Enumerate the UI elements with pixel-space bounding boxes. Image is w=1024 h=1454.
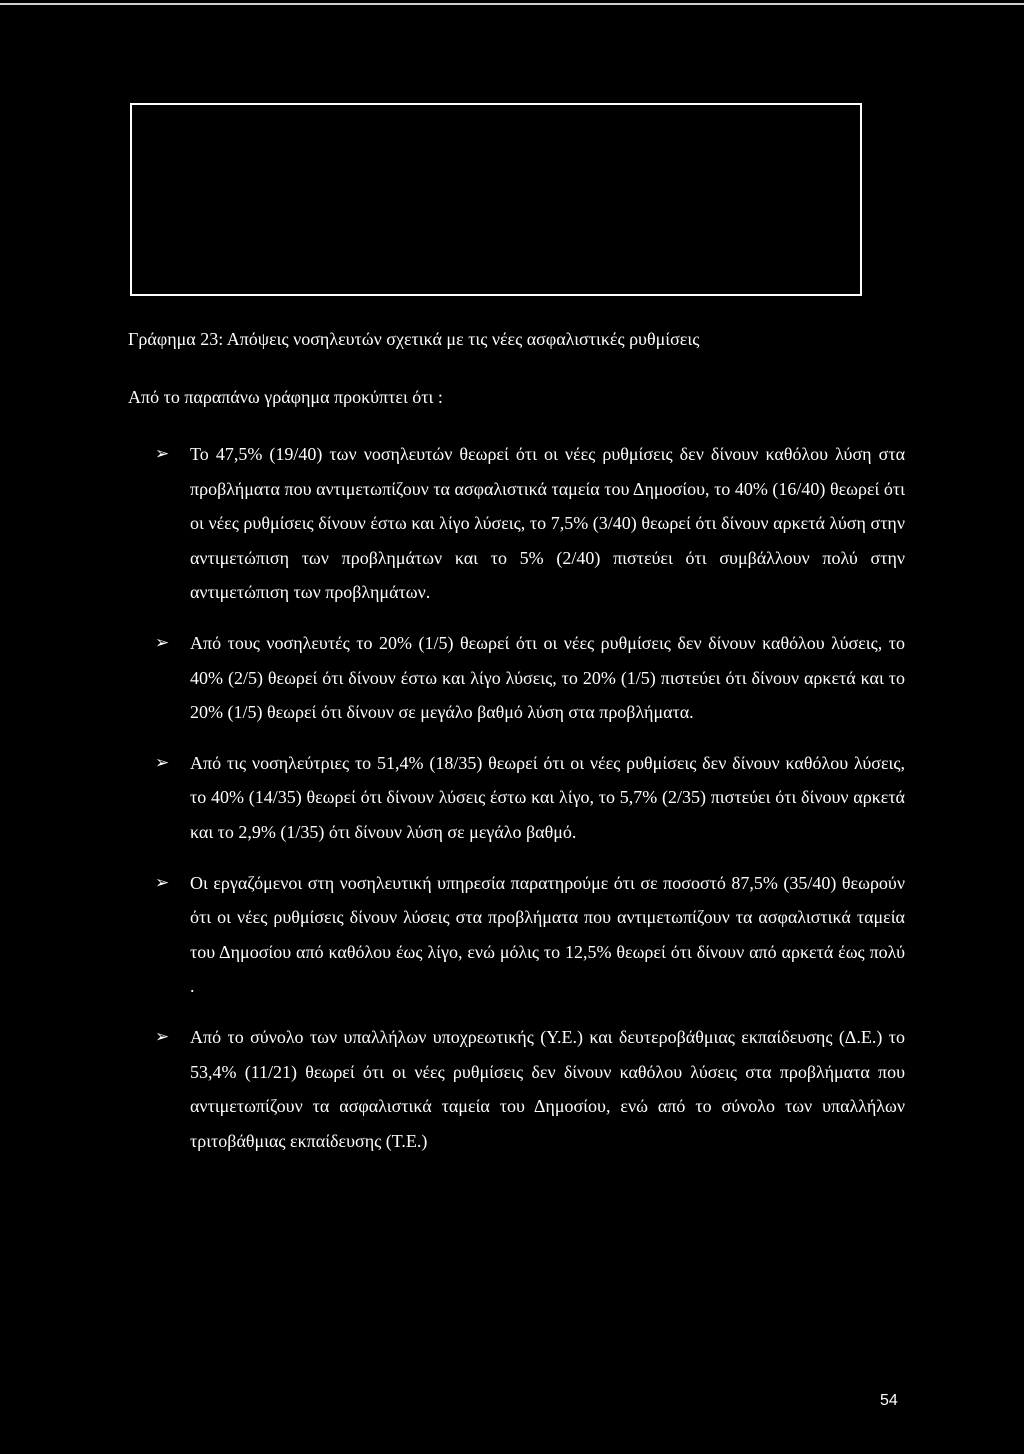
finding-text: Από τους νοσηλευτές το 20% (1/5) θεωρεί ότι οι νέες ρυθμίσεις δεν δίνουν καθόλου λύσεις, το 40% (2/5) θεωρεί ότι δίνουν έστω και λίγο λύσεις, το 20% (1/5) πιστεύει ότι δίνουν αρκετά και το 20% (1/5) θεωρεί ότι δίνουν σε μεγάλο βαθμό λύση στα προβλήματα. — [190, 632, 905, 723]
page-number: 54 — [880, 1392, 898, 1409]
finding-text: Από το σύνολο των υπαλλήλων υποχρεωτικής (Υ.Ε.) και δευτεροβάθμιας εκπαίδευσης (Δ.Ε.) το 53,4% (11/21) θεωρεί ότι οι νέες ρυθμίσεις δεν δίνουν καθόλου λύσεις στα προβλήματα που αντιμετωπίζουν τα ασφαλιστικά ταμεία του Δημοσίου, ενώ από το σύνολο των υπαλλήλων τριτοβάθμιας εκπαίδευσης (Τ.Ε.) — [190, 1026, 905, 1151]
finding-item — [155, 746, 905, 850]
finding-item — [155, 1020, 905, 1158]
finding-text: Από τις νοσηλεύτριες το 51,4% (18/35) θεωρεί ότι οι νέες ρυθμίσεις δεν δίνουν καθόλου λύσεις, το 40% (14/35) θεωρεί ότι δίνουν λύσεις έστω και λίγο, το 5,7% (2/35) πιστεύει ότι δίνουν αρκετά και το 2,9% (1/35) ότι δίνουν λύση σε μεγάλο βαθμό. — [190, 752, 905, 842]
intro-text: Από το παραπάνω γράφημα προκύπτει ότι : — [128, 387, 443, 407]
finding-item — [155, 437, 905, 610]
arrow-bullet-icon: ➢ — [155, 752, 170, 773]
finding-text: Το 47,5% (19/40) των νοσηλευτών θεωρεί ότι οι νέες ρυθμίσεις δεν δίνουν καθόλου λύση στα προβλήματα που αντιμετωπίζουν τα ασφαλιστικά ταμεία του Δημοσίου, το 40% (16/40) θεωρεί ότι οι νέες ρυθμίσεις δίνουν έστω και λίγο λύσεις, το 7,5% (3/40) θεωρεί ότι δίνουν αρκετά λύση στην αντιμετώπιση των προβλημάτων και το 5% (2/40) πιστεύει ότι συμβάλλουν πολύ στην αντιμετώπιση των προβλημάτων. — [190, 444, 905, 603]
figure-caption: Γράφημα 23: Απόψεις νοσηλευτών σχετικά με τις νέες ασφαλιστικές ρυθμίσεις — [128, 329, 700, 349]
finding-item — [155, 866, 905, 1004]
arrow-bullet-icon: ➢ — [155, 444, 170, 464]
finding-text: Οι εργαζόμενοι στη νοσηλευτική υπηρεσία παρατηρούμε ότι σε ποσοστό 87,5% (35/40) θεωρούν ότι οι νέες ρυθμίσεις δίνουν λύσεις στα προβλήματα που αντιμετωπίζουν τα ασφαλιστικά ταμεία του Δημοσίου από καθόλου έως λίγο, ενώ μόλις το 12,5% θεωρεί ότι δίνουν από αρκετά έως πολύ . — [190, 872, 905, 997]
arrow-bullet-icon: ➢ — [155, 632, 170, 653]
findings-list — [155, 437, 905, 1158]
arrow-bullet-icon: ➢ — [155, 872, 170, 893]
arrow-bullet-icon: ➢ — [155, 1026, 170, 1047]
chart-frame — [130, 103, 862, 296]
finding-item — [155, 626, 905, 730]
top-rule — [0, 3, 1024, 5]
